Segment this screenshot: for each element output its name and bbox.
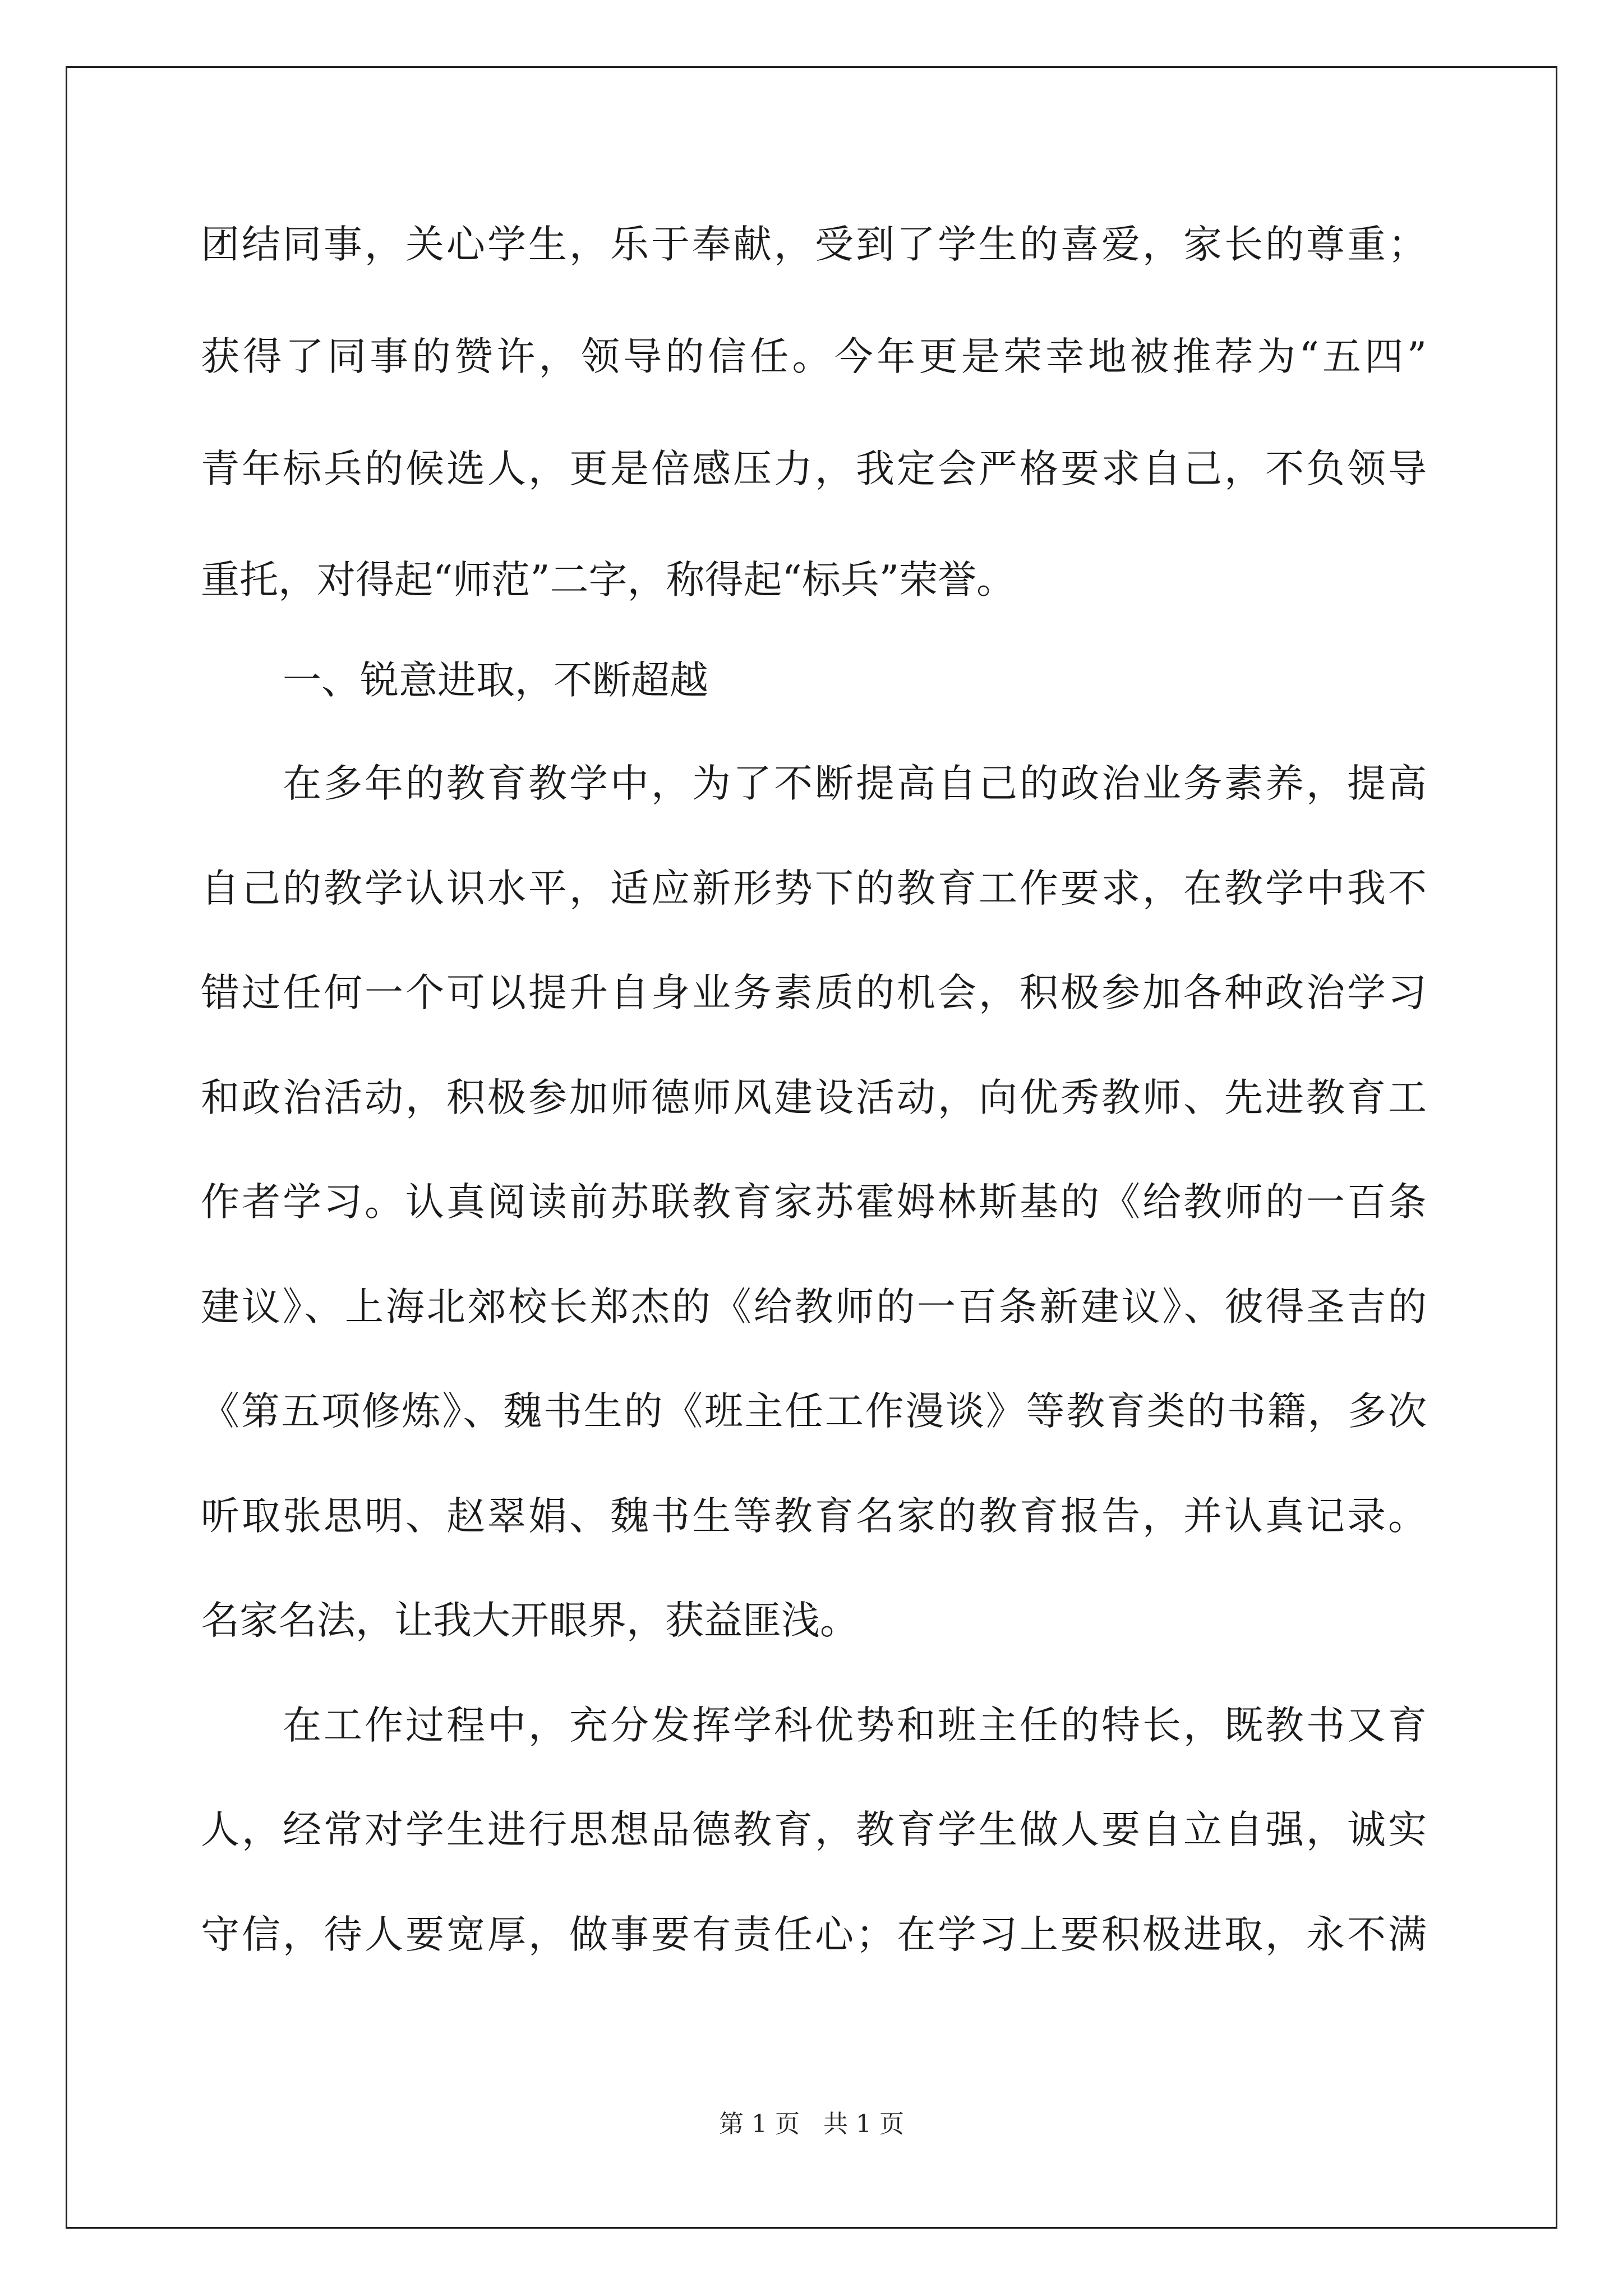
text-line: 青年标兵的候选人，更是倍感压力，我定会严格要求自己，不负领导 [201, 447, 1427, 491]
text-line: 建议》、上海北郊校长郑杰的《给教师的一百条新建议》、彼得圣吉的 [201, 1285, 1427, 1329]
text-line: 和政治活动，积极参加师德师风建设活动，向优秀教师、先进教育工 [201, 1075, 1427, 1120]
text-line: 守信，待人要宽厚，做事要有责任心；在学习上要积极进取，永不满 [201, 1912, 1427, 1957]
text-line: 获得了同事的赞许，领导的信任。今年更是荣幸地被推荐为“五四” [201, 334, 1427, 379]
page-number-footer: 第 1 页 共 1 页 [719, 2110, 904, 2138]
text-line: 人，经常对学生进行思想品德教育，教育学生做人要自立自强，诚实 [201, 1807, 1427, 1852]
text-line: 团结同事，关心学生，乐于奉献，受到了学生的喜爱，家长的尊重； [201, 222, 1427, 267]
text-line: 在工作过程中，充分发挥学科优势和班主任的特长，既教书又育 [283, 1703, 1427, 1748]
text-line: 在多年的教育教学中，为了不断提高自己的政治业务素养，提高 [283, 761, 1427, 806]
text-line: 错过任何一个可以提升自身业务素质的机会，积极参加各种政治学习 [201, 970, 1427, 1015]
text-line: 重托，对得起“师范”二字，称得起“标兵”荣誉。 [201, 558, 1016, 602]
section-heading: 一、锐意进取，不断超越 [283, 658, 708, 703]
text-line: 《第五项修炼》、魏书生的《班主任工作漫谈》等教育类的书籍，多次 [201, 1389, 1427, 1434]
text-line: 作者学习。认真阅读前苏联教育家苏霍姆林斯基的《给教师的一百条 [201, 1180, 1427, 1225]
text-line: 听取张思明、赵翠娟、魏书生等教育名家的教育报告，并认真记录。 [201, 1494, 1427, 1539]
page-border [66, 66, 1557, 2229]
text-line: 自己的教学认识水平，适应新形势下的教育工作要求，在教学中我不 [201, 866, 1427, 911]
text-line: 名家名法，让我大开眼界，获益匪浅。 [201, 1598, 859, 1643]
